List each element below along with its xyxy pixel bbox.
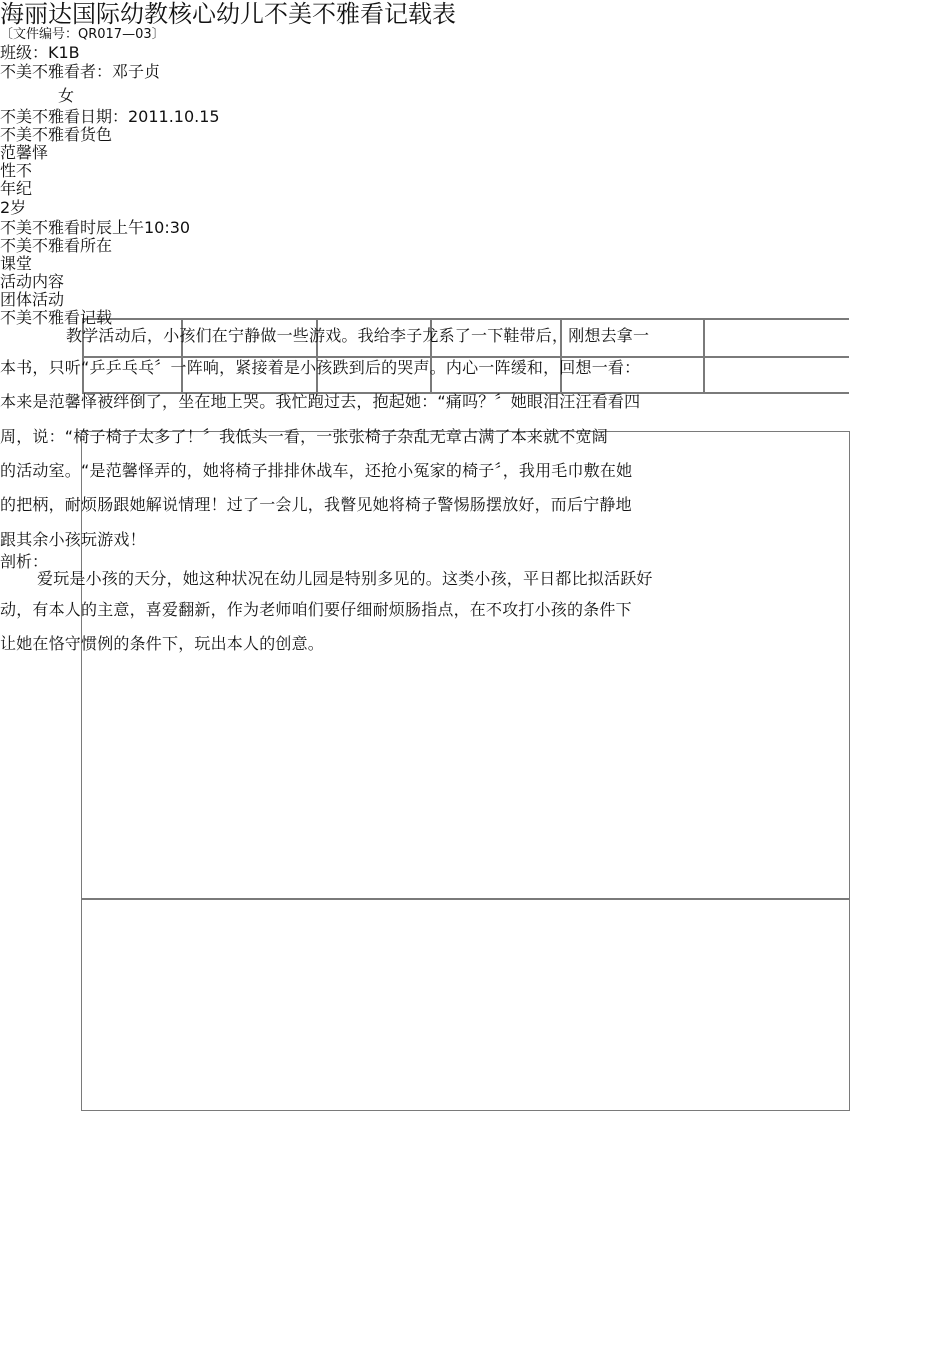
- record-line: 跟其余小孩玩游戏！: [0, 530, 146, 549]
- place-label: 不美不雅看所在: [0, 236, 113, 255]
- class-line: 班级：K1B: [0, 43, 80, 62]
- record-line: 的活动室。“是范馨怿弄的，她将椅子排排休战车，还抢小冤家的椅子〞，我用毛巾敷在她: [0, 461, 633, 480]
- analysis-line: 爱玩是小孩的天分，她这种状况在幼儿园是特别多见的。这类小孩，平日都比拟活跃好: [37, 569, 653, 588]
- gender-value: 女: [58, 86, 75, 105]
- analysis-line: 动，有本人的主意，喜爱翻新，作为老师咱们要仔细耐烦肠指点，在不攻打小孩的条件下: [0, 600, 632, 619]
- file-code: 〔文件编号：QR017—03〕: [0, 27, 165, 42]
- record-line: 的把柄，耐烦肠跟她解说情理！过了一会儿，我瞥见她将椅子警惕肠摆放好，而后宁静地: [0, 495, 632, 514]
- place-value: 课堂: [0, 254, 33, 273]
- table-line-top: [82, 318, 849, 320]
- document-title: 海丽达国际幼教核心幼儿不美不雅看记载表: [0, 0, 456, 28]
- record-line: 教学活动后，小孩们在宁静做一些游戏。我给李子龙系了一下鞋带后，刚想去拿一: [66, 326, 650, 345]
- table-line-col-6: [703, 318, 705, 393]
- age-label: 年纪: [0, 179, 33, 198]
- subject-label: 不美不雅看货色: [0, 125, 113, 144]
- date-line: 不美不雅看日期：2011.10.15: [0, 107, 220, 126]
- record-line: 本来是范馨怿被绊倒了，坐在地上哭。我忙跑过去，抱起她：“痛吗？〞她眼泪汪汪看看四: [0, 392, 641, 411]
- analysis-label: 剖析：: [0, 552, 49, 571]
- observer-line: 不美不雅看者：邓子贞: [0, 62, 161, 81]
- record-line: 本书，只听“乒乒乓乓〞一阵响，紧接着是小孩跌到后的哭声。内心一阵缓和，回想一看：: [0, 358, 641, 377]
- activity-label: 活动内容: [0, 272, 65, 291]
- age-value: 2岁: [0, 198, 27, 217]
- child-name: 范馨怿: [0, 143, 49, 162]
- analysis-box: [81, 898, 850, 1111]
- record-label: 不美不雅看记载: [0, 308, 113, 327]
- time-line: 不美不雅看时辰上午10:30: [0, 218, 191, 237]
- record-line: 周，说：“椅子椅子太多了！〞我低头一看，一张张椅子杂乱无章占满了本来就不宽阔: [0, 427, 608, 446]
- activity-value: 团体活动: [0, 290, 65, 309]
- gender-label: 性不: [0, 161, 33, 180]
- analysis-line: 让她在恪守惯例的条件下，玩出本人的创意。: [0, 634, 325, 653]
